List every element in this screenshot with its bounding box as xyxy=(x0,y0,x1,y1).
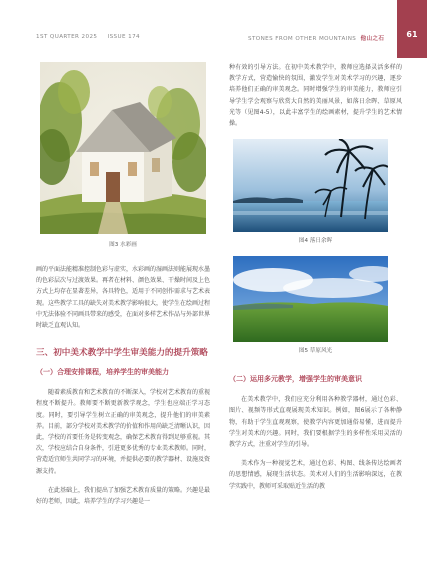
left-paragraph-1: 画的平面法能精准控制色彩与虚实，水彩画的湿画法则能展现水墨的色彩层次与过渡效果。再者在材料、颜色效果、干燥时间及上色方式上均存在显著差异，各具特色，适用于不同创作需求与艺术表现。这些教学工具的缺失对美术教学影响很大，使学生在绘画过程中无法体验不同画具带来的感受，在面对多样艺术作品与外部世界时缺乏直观认知。 xyxy=(36,266,211,330)
right-paragraph-1: 种有效的引导方法。在初中美术教学中，教师应选择灵活多样的教学方式，营造愉快的氛围，激发学生对美术学习的兴趣，逐步培养他们正确的审美观念。同时增强学生的审美能力，教师应引导学生学会观察与欣赏大自然的美丽风景，如落日余晖、草原风光等（见图4-5），以此丰富学生的绘画素材，提升学生的艺术情操。 xyxy=(229,64,402,128)
page-number-tab xyxy=(397,0,427,58)
issue-quarter: 1ST QUARTER 2025 xyxy=(36,34,98,40)
grassland-image xyxy=(233,256,388,342)
section-heading-3: 三、初中美术教学中学生审美能力的提升策略 xyxy=(36,348,208,359)
left-paragraph-2: 随着素质教育和艺术教育的不断深入，学校对艺术教育的重视程度不断提升。教师要不断更新教学观念，学生也应端正学习态度。同时，要引导学生树立正确的审美观念，提升他们的审美素养。目前，部分学校对美术教学的价值和作用尚缺乏清晰认识，因此，学校的首要任务是转变观念，确保艺术教育得到足够重视。其次，学校应结合自身条件，引进更多优秀的专业美术教师。同时，营造适宜师生共同学习的环境，并提供必要的教学器材、设施及资源支持。 xyxy=(36,389,211,475)
page-number: 61 xyxy=(406,30,418,39)
right-paragraph-3: 美术作为一种视觉艺术，通过色彩、构图、线条传达绘画者的思想情感，展现生活状态。美术对人们的生活影响深远，在教学实践中，教师可采取贴近生活的教 xyxy=(229,460,402,490)
section-title-en: STONES FROM OTHER MOUNTAINS xyxy=(248,36,357,42)
issue-number: ISSUE 174 xyxy=(107,34,140,40)
figure-5-caption: 图5 草原风光 xyxy=(298,348,333,355)
right-paragraph-2: 在美术教学中，我们应充分利用各种教学器材，通过色彩、图片、视频等形式直观展现美术知识。例如，图6展示了各种静物，有助于学生直观观察，使教学内容更加通俗易懂，进而提升学生对美术的兴趣。同时，我们要根据学生的多样性采用灵活的教学方式，注重对学生的引导。 xyxy=(229,396,402,449)
left-paragraph-3: 在此基础上，我们提出了加强艺术教育质量的策略。兴趣是最好的老师，因此，培养学生的学习兴趣是一 xyxy=(36,486,211,506)
figure-3-caption: 图3 水彩画 xyxy=(109,242,137,248)
sunset-image xyxy=(233,139,388,232)
subsection-heading-3-1: （一）合理安排课程，培养学生的审美能力 xyxy=(36,368,169,377)
page-header xyxy=(0,0,427,58)
figure-4-caption: 图4 落日余晖 xyxy=(298,238,333,245)
subsection-heading-3-2: （二）运用多元教学，增强学生的审美意识 xyxy=(229,375,362,384)
section-brand: 他山之石 xyxy=(360,36,385,42)
watercolor-painting-image xyxy=(40,62,206,234)
left-column xyxy=(36,62,210,507)
section-title xyxy=(248,34,384,42)
issue-info xyxy=(36,34,148,40)
right-column xyxy=(229,62,402,492)
